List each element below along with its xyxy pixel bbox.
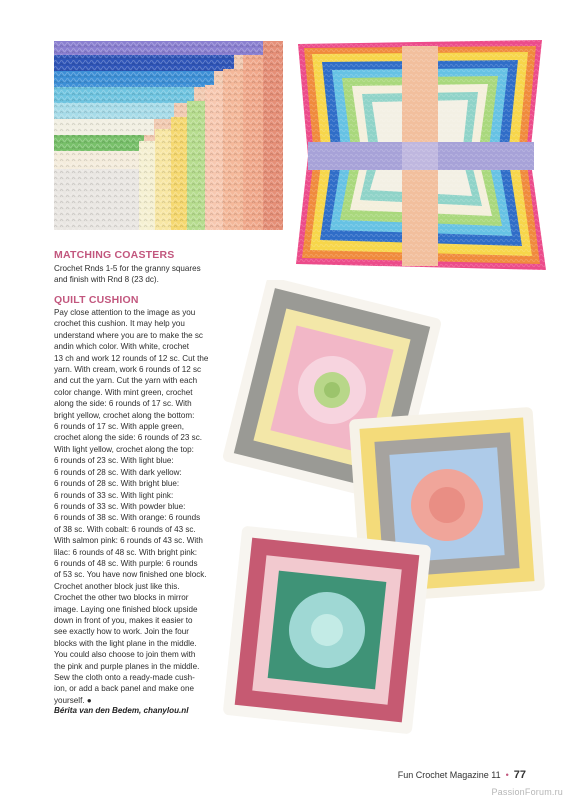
text-line: 13 ch and work 12 rounds of 12 sc. Cut the	[54, 353, 209, 363]
text-line: Crochet another block just like this.	[54, 581, 180, 591]
text-line: yourself. ●	[54, 695, 92, 705]
text-line: andin which color. With white, crochet	[54, 342, 189, 352]
magazine-name: Fun Crochet Magazine 11	[397, 770, 501, 780]
text-line: You could also choose to join them with	[54, 650, 196, 660]
text-line: 6 rounds of 17 sc. With apple green,	[54, 422, 185, 432]
text-line: 6 rounds of 33 sc. With powder blue:	[54, 501, 186, 511]
watermark: PassionForum.ru	[491, 787, 563, 797]
coasters-heading: MATCHING COASTERS	[54, 249, 175, 261]
text-line: 6 rounds of 23 sc. With light blue:	[54, 456, 174, 466]
text-line: lilac: 6 rounds of 48 sc. With bright pink:	[54, 547, 198, 557]
text-line: 6 rounds of 28 sc. With dark yellow:	[54, 467, 182, 477]
crochet-detail-photo	[54, 41, 283, 230]
text-line: 6 rounds of 38 sc. With orange: 6 rounds	[54, 513, 201, 523]
page-number: 77	[513, 769, 526, 781]
text-line: bright yellow, crochet along the bottom:	[54, 410, 195, 420]
text-line: see exactly how to work. Join the four	[54, 627, 189, 637]
text-line: of 53 sc. You have now finished one block.	[54, 570, 207, 580]
text-line: 6 rounds of 48 sc. With purple: 6 rounds	[54, 558, 198, 568]
cushion-heading: QUILT CUSHION	[54, 294, 139, 306]
footer-bullet: •	[505, 770, 509, 780]
text-line: Pay close attention to the image as you	[54, 308, 196, 317]
text-line: blocks with the light plane in the middle.	[54, 638, 197, 648]
text-line: down in front of you, makes it easier to	[54, 615, 193, 625]
text-line: 6 rounds of 33 sc. With light pink:	[54, 490, 174, 500]
text-line: crochet this cushion. It may help you	[54, 319, 185, 329]
page-footer	[398, 765, 526, 783]
text-line: image. Laying one finished block upside	[54, 604, 198, 614]
text-line: color change. With mint green, crochet	[54, 387, 193, 397]
text-line: yarn. With cream, work 6 rounds of 12 sc	[54, 365, 202, 375]
text-line: and finish with Rnd 8 (23 dc).	[54, 275, 159, 285]
text-line: With light yellow, crochet along the top:	[54, 444, 194, 454]
text-line: ion, or add a back panel and make one	[54, 684, 194, 694]
text-line: along the side: 6 rounds of 17 sc. With	[54, 399, 192, 409]
coasters-instructions	[54, 263, 236, 286]
text-line: Crochet Rnds 1-5 for the granny squares	[54, 264, 201, 273]
text-line: and cut the yarn. Cut the yarn with each	[54, 376, 198, 386]
text-line: Sew the cloth onto a ready-made cush-	[54, 673, 195, 682]
text-line: the pink and purple planes in the middle.	[54, 661, 200, 671]
cushion-instructions	[54, 307, 236, 706]
text-line: crochet along the side: 6 rounds of 23 sc.	[54, 433, 203, 443]
text-line: With salmon pink: 6 rounds of 43 sc. With	[54, 536, 203, 546]
granny-squares-photo	[222, 280, 562, 750]
text-line: Crochet the other two blocks in mirror	[54, 593, 189, 603]
text-line: understand where you are to make the sc	[54, 330, 203, 340]
quilt-cushion-photo	[290, 38, 552, 274]
text-line: of 38 sc. With cobalt: 6 rounds of 43 sc.	[54, 524, 196, 534]
author-credit: Bérita van den Bedem, chanylou.nl	[54, 706, 189, 715]
text-line: 6 rounds of 28 sc. With bright blue:	[54, 479, 180, 489]
